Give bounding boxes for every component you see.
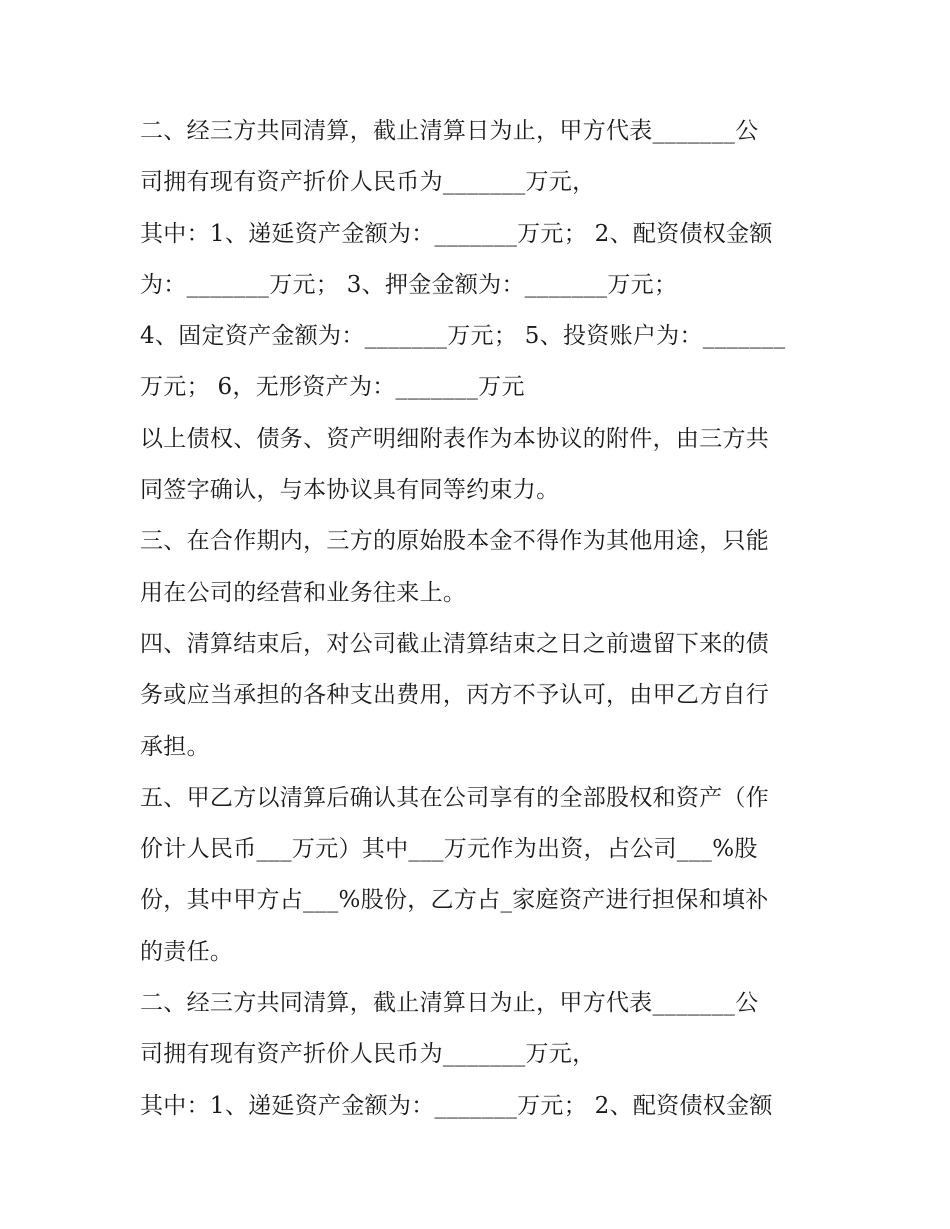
text-line: 承担。 <box>140 733 210 760</box>
text-line: 务或应当承担的各种支出费用，丙方不予认可，由甲乙方自行 <box>140 682 770 709</box>
text-line: 4、固定资产金额为：_______万元； 5、投资账户为：_______ <box>140 323 786 350</box>
text-line: 万元； 6，无形资产为：_______万元 <box>140 374 525 401</box>
text-line: 三、在合作期内，三方的原始股本金不得作为其他用途，只能 <box>140 528 770 555</box>
text-line: 其中：1、递延资产金额为：_______万元； 2、配资债权金额 <box>140 1092 773 1119</box>
text-line: 为：_______万元； 3、押金金额为：_______万元； <box>140 271 678 298</box>
text-line: 价计人民币___万元）其中___万元作为出资，占公司___%股 <box>140 836 758 863</box>
text-line: 的责任。 <box>140 938 234 965</box>
text-line: 司拥有现有资产折价人民币为_______万元， <box>140 169 596 196</box>
text-line: 二、经三方共同清算，截止清算日为止，甲方代表_______公 <box>140 118 759 144</box>
text-line: 司拥有现有资产折价人民币为_______万元， <box>140 1041 596 1068</box>
text-line: 二、经三方共同清算，截止清算日为止，甲方代表_______公 <box>140 990 759 1017</box>
document-body <box>140 106 820 1132</box>
text-line: 同签字确认，与本协议具有同等约束力。 <box>140 477 560 504</box>
text-line: 以上债权、债务、资产明细附表作为本协议的附件，由三方共 <box>140 425 770 452</box>
text-line: 四、清算结束后，对公司截止清算结束之日之前遗留下来的债 <box>140 630 770 657</box>
text-line: 用在公司的经营和业务往来上。 <box>140 579 467 606</box>
text-line: 份，其中甲方占___%股份，乙方占_家庭资产进行担保和填补 <box>140 887 769 914</box>
text-line: 其中：1、递延资产金额为：_______万元； 2、配资债权金额 <box>140 220 773 247</box>
text-line: 五、甲乙方以清算后确认其在公司享有的全部股权和资产（作 <box>140 784 770 811</box>
